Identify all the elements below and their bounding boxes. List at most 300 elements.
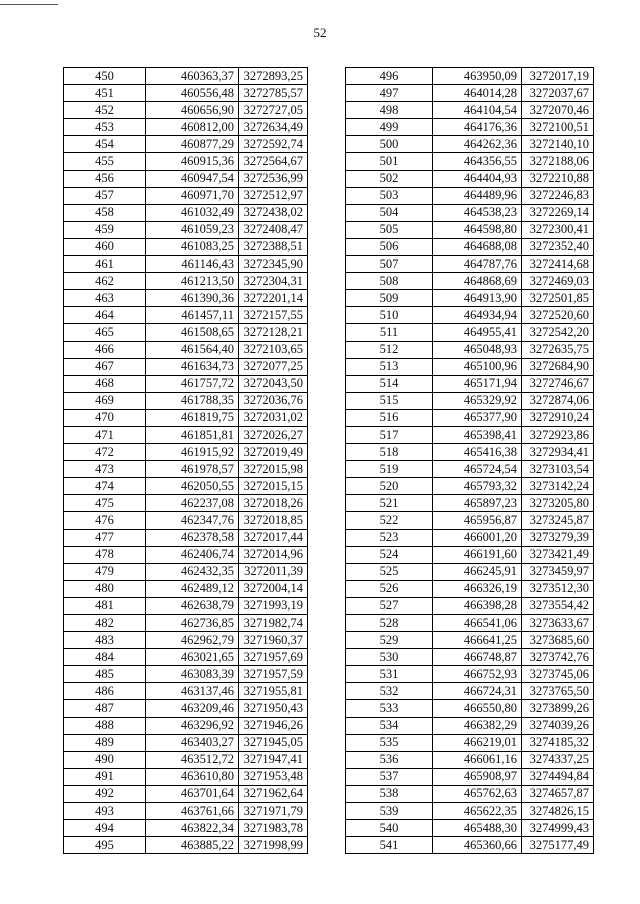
y-coordinate-cell: 3272874,06: [522, 392, 594, 409]
point-number-cell: 503: [346, 187, 433, 204]
x-coordinate-cell: 462378,58: [146, 529, 239, 546]
table-row: [346, 495, 594, 512]
point-number-cell: 471: [64, 426, 146, 443]
y-coordinate-cell: 3271957,69: [239, 649, 308, 666]
y-coordinate-cell: 3273899,26: [522, 700, 594, 717]
table-row: [346, 375, 594, 392]
x-coordinate-cell: 463701,64: [146, 785, 239, 802]
x-coordinate-cell: 466550,80: [433, 700, 522, 717]
y-coordinate-cell: 3272512,97: [239, 187, 308, 204]
y-coordinate-cell: 3272727,05: [239, 102, 308, 119]
point-number-cell: 479: [64, 563, 146, 580]
y-coordinate-cell: 3272140,10: [522, 136, 594, 153]
y-coordinate-cell: 3272785,57: [239, 85, 308, 102]
table-row: [64, 717, 308, 734]
point-number-cell: 502: [346, 170, 433, 187]
y-coordinate-cell: 3272246,83: [522, 187, 594, 204]
table-row: [346, 153, 594, 170]
y-coordinate-cell: 3272077,25: [239, 358, 308, 375]
x-coordinate-cell: 464955,41: [433, 324, 522, 341]
y-coordinate-cell: 3272188,06: [522, 153, 594, 170]
table-row: [346, 358, 594, 375]
point-number-cell: 475: [64, 495, 146, 512]
y-coordinate-cell: 3273554,42: [522, 597, 594, 614]
y-coordinate-cell: 3271950,43: [239, 700, 308, 717]
y-coordinate-cell: 3272015,15: [239, 478, 308, 495]
coordinate-table-left: [63, 67, 308, 854]
y-coordinate-cell: 3271993,19: [239, 597, 308, 614]
point-number-cell: 513: [346, 358, 433, 375]
table-row: [346, 102, 594, 119]
table-row: [64, 85, 308, 102]
y-coordinate-cell: 3273459,97: [522, 563, 594, 580]
x-coordinate-cell: 463209,46: [146, 700, 239, 717]
table-row: [64, 597, 308, 614]
coordinate-table-right: [345, 67, 594, 854]
table-row: [64, 273, 308, 290]
table-row: [64, 649, 308, 666]
y-coordinate-cell: 3272893,25: [239, 68, 308, 85]
table-row: [346, 204, 594, 221]
table-row: [346, 734, 594, 751]
y-coordinate-cell: 3271998,99: [239, 837, 308, 854]
y-coordinate-cell: 3274999,43: [522, 820, 594, 837]
point-number-cell: 533: [346, 700, 433, 717]
x-coordinate-cell: 464787,76: [433, 256, 522, 273]
y-coordinate-cell: 3271962,64: [239, 785, 308, 802]
point-number-cell: 489: [64, 734, 146, 751]
point-number-cell: 505: [346, 221, 433, 238]
point-number-cell: 519: [346, 461, 433, 478]
table-row: [346, 307, 594, 324]
x-coordinate-cell: 465908,97: [433, 768, 522, 785]
table-row: [346, 683, 594, 700]
table-row: [346, 324, 594, 341]
point-number-cell: 473: [64, 461, 146, 478]
y-coordinate-cell: 3272103,65: [239, 341, 308, 358]
table-row: [346, 170, 594, 187]
table-row: [346, 512, 594, 529]
point-number-cell: 472: [64, 444, 146, 461]
y-coordinate-cell: 3272536,99: [239, 170, 308, 187]
point-number-cell: 526: [346, 580, 433, 597]
x-coordinate-cell: 464404,93: [433, 170, 522, 187]
table-row: [346, 461, 594, 478]
table-row: [346, 136, 594, 153]
table-row: [64, 803, 308, 820]
y-coordinate-cell: 3273512,30: [522, 580, 594, 597]
point-number-cell: 510: [346, 307, 433, 324]
y-coordinate-cell: 3272520,60: [522, 307, 594, 324]
table-row: [64, 324, 308, 341]
x-coordinate-cell: 463950,09: [433, 68, 522, 85]
y-coordinate-cell: 3272070,46: [522, 102, 594, 119]
y-coordinate-cell: 3274826,15: [522, 803, 594, 820]
y-coordinate-cell: 3272746,67: [522, 375, 594, 392]
y-coordinate-cell: 3272043,50: [239, 375, 308, 392]
table-row: [346, 563, 594, 580]
y-coordinate-cell: 3272684,90: [522, 358, 594, 375]
x-coordinate-cell: 460656,90: [146, 102, 239, 119]
point-number-cell: 497: [346, 85, 433, 102]
table-row: [64, 461, 308, 478]
table-row: [64, 290, 308, 307]
table-row: [64, 478, 308, 495]
y-coordinate-cell: 3274494,84: [522, 768, 594, 785]
table-row: [346, 700, 594, 717]
y-coordinate-cell: 3272934,41: [522, 444, 594, 461]
point-number-cell: 452: [64, 102, 146, 119]
x-coordinate-cell: 466398,28: [433, 597, 522, 614]
x-coordinate-cell: 461819,75: [146, 409, 239, 426]
y-coordinate-cell: 3272036,76: [239, 392, 308, 409]
table-row: [64, 751, 308, 768]
point-number-cell: 456: [64, 170, 146, 187]
x-coordinate-cell: 462050,55: [146, 478, 239, 495]
point-number-cell: 457: [64, 187, 146, 204]
y-coordinate-cell: 3271982,74: [239, 615, 308, 632]
y-coordinate-cell: 3272345,90: [239, 256, 308, 273]
x-coordinate-cell: 465398,41: [433, 426, 522, 443]
point-number-cell: 490: [64, 751, 146, 768]
x-coordinate-cell: 464356,55: [433, 153, 522, 170]
y-coordinate-cell: 3272634,49: [239, 119, 308, 136]
y-coordinate-cell: 3272352,40: [522, 238, 594, 255]
y-coordinate-cell: 3271960,37: [239, 632, 308, 649]
x-coordinate-cell: 465622,35: [433, 803, 522, 820]
x-coordinate-cell: 464176,36: [433, 119, 522, 136]
page-corner-line: [0, 4, 58, 5]
table-row: [64, 187, 308, 204]
point-number-cell: 511: [346, 324, 433, 341]
point-number-cell: 476: [64, 512, 146, 529]
table-row: [346, 478, 594, 495]
point-number-cell: 474: [64, 478, 146, 495]
page-number: 52: [313, 25, 327, 40]
table-row: [346, 341, 594, 358]
point-number-cell: 481: [64, 597, 146, 614]
table-row: [346, 837, 594, 854]
point-number-cell: 465: [64, 324, 146, 341]
table-row: [64, 341, 308, 358]
y-coordinate-cell: 3272438,02: [239, 204, 308, 221]
point-number-cell: 499: [346, 119, 433, 136]
table-row: [346, 785, 594, 802]
table-row: [64, 666, 308, 683]
point-number-cell: 541: [346, 837, 433, 854]
y-coordinate-cell: 3272201,14: [239, 290, 308, 307]
x-coordinate-cell: 461059,23: [146, 221, 239, 238]
y-coordinate-cell: 3272910,24: [522, 409, 594, 426]
table-row: [346, 119, 594, 136]
y-coordinate-cell: 3272542,20: [522, 324, 594, 341]
x-coordinate-cell: 466541,06: [433, 615, 522, 632]
x-coordinate-cell: 462962,79: [146, 632, 239, 649]
table-row: [346, 615, 594, 632]
point-number-cell: 454: [64, 136, 146, 153]
x-coordinate-cell: 461457,11: [146, 307, 239, 324]
table-row: [64, 307, 308, 324]
point-number-cell: 459: [64, 221, 146, 238]
x-coordinate-cell: 460363,37: [146, 68, 239, 85]
x-coordinate-cell: 466326,19: [433, 580, 522, 597]
y-coordinate-cell: 3272210,88: [522, 170, 594, 187]
y-coordinate-cell: 3271971,79: [239, 803, 308, 820]
point-number-cell: 527: [346, 597, 433, 614]
point-number-cell: 521: [346, 495, 433, 512]
x-coordinate-cell: 465171,94: [433, 375, 522, 392]
x-coordinate-cell: 462489,12: [146, 580, 239, 597]
x-coordinate-cell: 466061,16: [433, 751, 522, 768]
x-coordinate-cell: 465360,66: [433, 837, 522, 854]
x-coordinate-cell: 461915,92: [146, 444, 239, 461]
point-number-cell: 455: [64, 153, 146, 170]
y-coordinate-cell: 3271955,81: [239, 683, 308, 700]
x-coordinate-cell: 462347,76: [146, 512, 239, 529]
y-coordinate-cell: 3273142,24: [522, 478, 594, 495]
y-coordinate-cell: 3272017,44: [239, 529, 308, 546]
y-coordinate-cell: 3274185,32: [522, 734, 594, 751]
x-coordinate-cell: 461146,43: [146, 256, 239, 273]
x-coordinate-cell: 460877,29: [146, 136, 239, 153]
y-coordinate-cell: 3272015,98: [239, 461, 308, 478]
point-number-cell: 493: [64, 803, 146, 820]
table-row: [346, 597, 594, 614]
table-row: [346, 187, 594, 204]
point-number-cell: 460: [64, 238, 146, 255]
point-number-cell: 501: [346, 153, 433, 170]
x-coordinate-cell: 466245,91: [433, 563, 522, 580]
table-row: [64, 358, 308, 375]
x-coordinate-cell: 466752,93: [433, 666, 522, 683]
table-row: [64, 444, 308, 461]
y-coordinate-cell: 3272017,19: [522, 68, 594, 85]
table-row: [346, 256, 594, 273]
y-coordinate-cell: 3273103,54: [522, 461, 594, 478]
point-number-cell: 468: [64, 375, 146, 392]
x-coordinate-cell: 465762,63: [433, 785, 522, 802]
y-coordinate-cell: 3272269,14: [522, 204, 594, 221]
table-row: [64, 238, 308, 255]
x-coordinate-cell: 463137,46: [146, 683, 239, 700]
y-coordinate-cell: 3272100,51: [522, 119, 594, 136]
table-row: [346, 751, 594, 768]
x-coordinate-cell: 466748,87: [433, 649, 522, 666]
x-coordinate-cell: 465048,93: [433, 341, 522, 358]
x-coordinate-cell: 464913,90: [433, 290, 522, 307]
y-coordinate-cell: 3272031,02: [239, 409, 308, 426]
x-coordinate-cell: 461508,65: [146, 324, 239, 341]
table-row: [64, 820, 308, 837]
x-coordinate-cell: 461564,40: [146, 341, 239, 358]
x-coordinate-cell: 463021,65: [146, 649, 239, 666]
x-coordinate-cell: 464598,80: [433, 221, 522, 238]
x-coordinate-cell: 464868,69: [433, 273, 522, 290]
point-number-cell: 538: [346, 785, 433, 802]
table-row: [346, 392, 594, 409]
point-number-cell: 534: [346, 717, 433, 734]
x-coordinate-cell: 460947,54: [146, 170, 239, 187]
x-coordinate-cell: 466724,31: [433, 683, 522, 700]
point-number-cell: 483: [64, 632, 146, 649]
y-coordinate-cell: 3274337,25: [522, 751, 594, 768]
table-row: [64, 734, 308, 751]
table-row: [64, 580, 308, 597]
point-number-cell: 492: [64, 785, 146, 802]
x-coordinate-cell: 464934,94: [433, 307, 522, 324]
point-number-cell: 494: [64, 820, 146, 837]
y-coordinate-cell: 3271953,48: [239, 768, 308, 785]
point-number-cell: 484: [64, 649, 146, 666]
table-row: [64, 221, 308, 238]
point-number-cell: 508: [346, 273, 433, 290]
table-row: [346, 444, 594, 461]
x-coordinate-cell: 463512,72: [146, 751, 239, 768]
point-number-cell: 509: [346, 290, 433, 307]
point-number-cell: 461: [64, 256, 146, 273]
x-coordinate-cell: 466191,60: [433, 546, 522, 563]
y-coordinate-cell: 3271946,26: [239, 717, 308, 734]
table-row: [64, 256, 308, 273]
y-coordinate-cell: 3273685,60: [522, 632, 594, 649]
x-coordinate-cell: 463885,22: [146, 837, 239, 854]
y-coordinate-cell: 3271945,05: [239, 734, 308, 751]
y-coordinate-cell: 3275177,49: [522, 837, 594, 854]
y-coordinate-cell: 3272592,74: [239, 136, 308, 153]
x-coordinate-cell: 461788,35: [146, 392, 239, 409]
point-number-cell: 531: [346, 666, 433, 683]
point-number-cell: 480: [64, 580, 146, 597]
point-number-cell: 466: [64, 341, 146, 358]
y-coordinate-cell: 3272408,47: [239, 221, 308, 238]
table-row: [346, 529, 594, 546]
table-row: [346, 546, 594, 563]
point-number-cell: 523: [346, 529, 433, 546]
x-coordinate-cell: 461390,36: [146, 290, 239, 307]
point-number-cell: 487: [64, 700, 146, 717]
x-coordinate-cell: 466641,25: [433, 632, 522, 649]
x-coordinate-cell: 463761,66: [146, 803, 239, 820]
point-number-cell: 536: [346, 751, 433, 768]
point-number-cell: 507: [346, 256, 433, 273]
x-coordinate-cell: 463083,39: [146, 666, 239, 683]
table-row: [346, 768, 594, 785]
table-row: [64, 837, 308, 854]
table-row: [64, 495, 308, 512]
point-number-cell: 486: [64, 683, 146, 700]
point-number-cell: 464: [64, 307, 146, 324]
y-coordinate-cell: 3272128,21: [239, 324, 308, 341]
table-row: [346, 649, 594, 666]
point-number-cell: 530: [346, 649, 433, 666]
y-coordinate-cell: 3272414,68: [522, 256, 594, 273]
x-coordinate-cell: 464014,28: [433, 85, 522, 102]
point-number-cell: 477: [64, 529, 146, 546]
table-row: [64, 615, 308, 632]
table-row: [64, 529, 308, 546]
x-coordinate-cell: 462406,74: [146, 546, 239, 563]
table-row: [64, 170, 308, 187]
point-number-cell: 524: [346, 546, 433, 563]
x-coordinate-cell: 464104,54: [433, 102, 522, 119]
x-coordinate-cell: 465377,90: [433, 409, 522, 426]
table-row: [64, 426, 308, 443]
table-row: [346, 820, 594, 837]
x-coordinate-cell: 460556,48: [146, 85, 239, 102]
point-number-cell: 512: [346, 341, 433, 358]
y-coordinate-cell: 3272564,67: [239, 153, 308, 170]
y-coordinate-cell: 3271957,59: [239, 666, 308, 683]
table-row: [346, 632, 594, 649]
table-row: [346, 221, 594, 238]
x-coordinate-cell: 461213,50: [146, 273, 239, 290]
y-coordinate-cell: 3274039,26: [522, 717, 594, 734]
x-coordinate-cell: 466382,29: [433, 717, 522, 734]
y-coordinate-cell: 3273765,50: [522, 683, 594, 700]
table-row: [64, 785, 308, 802]
x-coordinate-cell: 465897,23: [433, 495, 522, 512]
table-row: [64, 136, 308, 153]
point-number-cell: 528: [346, 615, 433, 632]
point-number-cell: 458: [64, 204, 146, 221]
point-number-cell: 450: [64, 68, 146, 85]
point-number-cell: 540: [346, 820, 433, 837]
point-number-cell: 469: [64, 392, 146, 409]
y-coordinate-cell: 3272635,75: [522, 341, 594, 358]
x-coordinate-cell: 461634,73: [146, 358, 239, 375]
x-coordinate-cell: 465100,96: [433, 358, 522, 375]
point-number-cell: 467: [64, 358, 146, 375]
point-number-cell: 491: [64, 768, 146, 785]
y-coordinate-cell: 3274657,87: [522, 785, 594, 802]
table-row: [64, 204, 308, 221]
x-coordinate-cell: 462237,08: [146, 495, 239, 512]
x-coordinate-cell: 465724,54: [433, 461, 522, 478]
x-coordinate-cell: 466001,20: [433, 529, 522, 546]
table-row: [346, 273, 594, 290]
x-coordinate-cell: 460971,70: [146, 187, 239, 204]
table-row: [64, 119, 308, 136]
point-number-cell: 517: [346, 426, 433, 443]
table-row: [346, 717, 594, 734]
point-number-cell: 515: [346, 392, 433, 409]
y-coordinate-cell: 3272019,49: [239, 444, 308, 461]
x-coordinate-cell: 462736,85: [146, 615, 239, 632]
y-coordinate-cell: 3272300,41: [522, 221, 594, 238]
point-number-cell: 496: [346, 68, 433, 85]
y-coordinate-cell: 3273421,49: [522, 546, 594, 563]
x-coordinate-cell: 463296,92: [146, 717, 239, 734]
table-row: [346, 666, 594, 683]
point-number-cell: 462: [64, 273, 146, 290]
point-number-cell: 537: [346, 768, 433, 785]
x-coordinate-cell: 464688,08: [433, 238, 522, 255]
x-coordinate-cell: 465793,32: [433, 478, 522, 495]
y-coordinate-cell: 3271947,41: [239, 751, 308, 768]
point-number-cell: 488: [64, 717, 146, 734]
y-coordinate-cell: 3272501,85: [522, 290, 594, 307]
point-number-cell: 470: [64, 409, 146, 426]
table-row: [64, 153, 308, 170]
table-row: [64, 512, 308, 529]
table-row: [346, 85, 594, 102]
x-coordinate-cell: 461851,81: [146, 426, 239, 443]
table-row: [64, 768, 308, 785]
y-coordinate-cell: 3272018,26: [239, 495, 308, 512]
point-number-cell: 482: [64, 615, 146, 632]
point-number-cell: 529: [346, 632, 433, 649]
y-coordinate-cell: 3272304,31: [239, 273, 308, 290]
